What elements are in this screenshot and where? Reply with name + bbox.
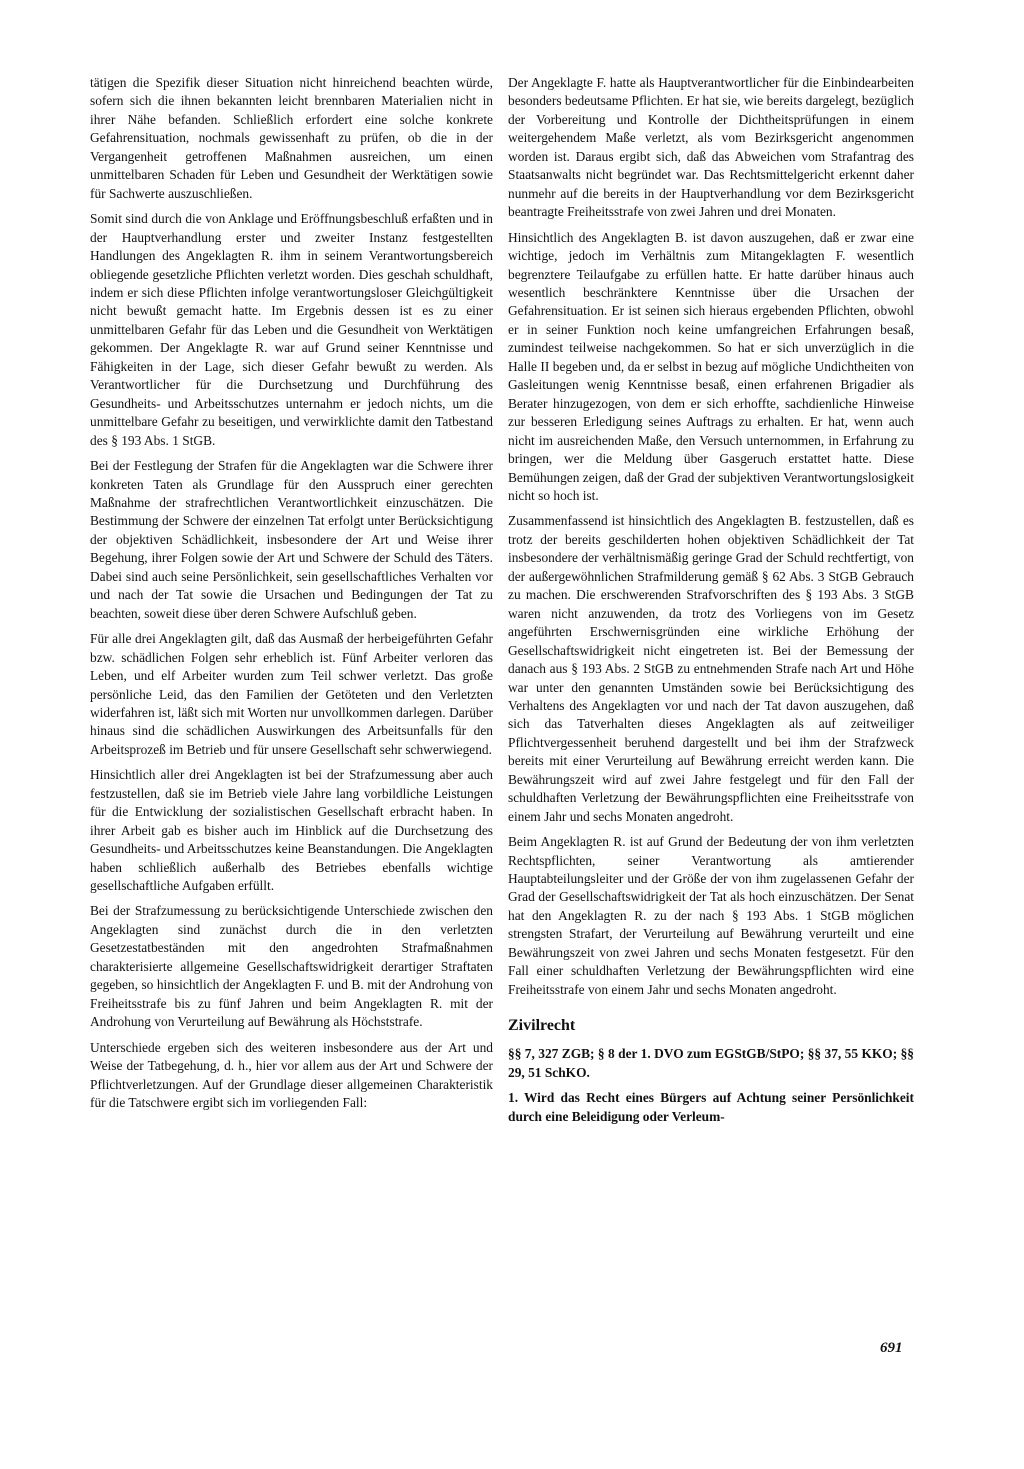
paragraph: Für alle drei Angeklagten gilt, daß das Ausmaß der herbeigeführten Gefahr bzw. schädlichen Folgen sehr erheblich ist. Fünf Arbeiter verloren das Leben, und elf Arbeiter wurden zum Teil schwer verletzt. Das große persönliche Leid, das den Familien der Getöteten und den Verletzten widerfahren ist, läßt sich mit Worten nur unvollkommen darlegen. Darüber hinaus sind die schädlichen Auswirkungen des Arbeitsunfalls für den Arbeitsprozeß im Betrieb und für unsere Gesellschaft sehr schwerwiegend. (90, 631, 493, 757)
paragraph: Hinsichtlich aller drei Angeklagten ist bei der Strafzumessung aber auch festzustellen, daß sie im Betrieb viele Jahre lang vorbildliche Leistungen für die Entwicklung der sozialistischen Gesellschaft erbracht haben. In ihrer Arbeit gab es bisher auch im Hinblick auf die Durchsetzung des Gesundheits- und Arbeitsschutzes keine Beanstandungen. Die Angeklagten haben schließlich außerhalb des Betriebes ebenfalls wichtige gesellschaftliche Aufgaben erfüllt. (90, 767, 493, 894)
paragraph: Der Angeklagte F. hatte als Hauptverantwortlicher für die Einbindearbeiten besonders bedeutsame Pflichten. Er hat sie, wie bereits dargelegt, bezüglich der Vorbereitung und Kontrolle der Dichtheitsprüfungen in einem weitergehendem Maße verletzt, als vom Bezirksgericht angenommen worden ist. Daraus ergibt sich, daß das Abweichen vom Strafantrag des Staatsanwalts nicht begründet war. Das Rechtsmittelgericht erkennt daher nunmehr auf die bereits in der Hauptverhandlung vor dem Bezirksgericht beantragte Freiheitsstrafe von zwei Jahren und drei Monaten. (508, 75, 914, 220)
paragraph: Bei der Strafzumessung zu berücksichtigende Unterschiede zwischen den Angeklagten sind zunächst durch die in den verletzten Gesetzestatbeständen mit den angedrohten Strafmaßnahmen charakterisierte allgemeine Gesellschaftswidrigkeit derartiger Straftaten gegeben, so hinsichtlich der Angeklagten F. und B. mit der Androhung von Freiheitsstrafe bis zu fünf Jahren und beim Angeklagten R. mit der Androhung von Verurteilung auf Bewährung als Höchststrafe. (90, 903, 493, 1030)
legal-citation: §§ 7, 327 ZGB; § 8 der 1. DVO zum EGStGB/StPO; §§ 37, 55 KKO; §§ 29, 51 SchKO. (508, 1046, 914, 1080)
section-heading: Zivilrecht (508, 1017, 576, 1035)
paragraph: tätigen die Spezifik dieser Situation nicht hinreichend beachten würde, sofern sich die ihnen bekannten leicht brennbaren Materialien nicht in ihrer Nähe befanden. Schließlich erfordert eine solche konkrete Gefahrensituation, nochmals gewissenhaft zu prüfen, ob die in der Vergangenheit getroffenen Maßnahmen ausreichen, um einen unmittelbaren Schaden für Leben und Gesundheit der Werktätigen sowie für Sachwerte auszuschließen. (90, 75, 493, 201)
left-column (90, 74, 493, 1119)
lead-sentence: 1. Wird das Recht eines Bürgers auf Achtung seiner Persönlichkeit durch eine Beleidigung oder Verleum- (508, 1090, 914, 1124)
paragraph: Somit sind durch die von Anklage und Eröffnungsbeschluß erfaßten und in der Hauptverhandlung erster und zweiter Instanz festgestellten Handlungen des Angeklagten R. ihm in seinem Verantwortungsbereich obliegende gesetzliche Pflichten verletzt worden. Dies geschah schuldhaft, indem er sich diese Pflichten infolge verantwortungsloser Gleichgültigkeit nicht bewußt gemacht hatte. Im Ergebnis dessen ist es zu einer unmittelbaren Gefahr für das Leben und die Gesundheit von Werktätigen gekommen. Der Angeklagte R. war auf Grund seiner Kenntnisse und Fähigkeiten in der Lage, sich dieser Gefahr bewußt zu werden. Als Verantwortlicher für die Durchsetzung und Durchführung des Gesundheits- und Arbeitsschutzes unternahm er jedoch nichts, um die unmittelbare Gefahr zu beseitigen, und verwirklichte damit den Tatbestand des § 193 Abs. 1 StGB. (90, 211, 493, 448)
right-column (508, 74, 914, 1133)
paragraph: Bei der Festlegung der Strafen für die Angeklagten war die Schwere ihrer konkreten Taten als Grundlage für den Ausspruch einer gerechten Maßnahme der strafrechtlichen Verantwortlichkeit einzuschätzen. Die Bestimmung der Schwere der einzelnen Tat erfolgt unter Berücksichtigung der objektiven Schädlichkeit, insbesondere der Art und Weise ihrer Begehung, ihrer Folgen sowie der Art und Schwere der Schuld des Täters. Dabei sind auch seine Persönlichkeit, sein gesellschaftliches Verhalten vor und nach der Tat sowie die Ursachen und Bedingungen der Tat zu beachten, soweit diese über deren Schwere Aufschluß geben. (90, 458, 493, 621)
page-number: 691 (880, 1340, 903, 1356)
paragraph: Beim Angeklagten R. ist auf Grund der Bedeutung der von ihm verletzten Rechtspflichten, seiner Verantwortung als amtierender Hauptabteilungsleiter und der Größe der von ihm zugelassenen Gefahr der Grad der Gesellschaftswidrigkeit der Tat als hoch einzuschätzen. Der Senat hat den Angeklagten R. zu der nach § 193 Abs. 1 StGB möglichen strengsten Strafart, der Verurteilung auf Bewährung verurteilt und eine Bewährungszeit von zwei Jahren und sechs Monaten festgesetzt. Für den Fall einer schuldhaften Verletzung der Bewährungspflichten wird eine Freiheitsstrafe von einem Jahr und sechs Monaten angedroht. (508, 834, 914, 997)
paragraph: Unterschiede ergeben sich des weiteren insbesondere aus der Art und Weise der Tatbegehung, d. h., hier vor allem aus der Art und Schwere der Pflichtverletzungen. Auf der Grundlage dieser allgemeinen Charakteristik für die Tatschwere ergibt sich im vorliegenden Fall: (90, 1039, 493, 1111)
paragraph: Zusammenfassend ist hinsichtlich des Angeklagten B. festzustellen, daß es trotz der bereits geschilderten hohen objektiven Schädlichkeit der Tat insbesondere der verhältnismäßig geringe Grad der Schuld rechtfertigt, von der außergewöhnlichen Strafmilderung gemäß § 62 Abs. 3 StGB Gebrauch zu machen. Die erschwerenden Strafvorschriften des § 193 Abs. 3 StGB waren nicht anzuwenden, da trotz des Vorliegens von im Gesetz angeführten Erschwernisgründen eine wirkliche Erhöhung der Gesellschaftswidrigkeit nicht eingetreten ist. Bei der Bemessung der danach aus § 193 Abs. 2 StGB zu entnehmenden Strafe nach Art und Höhe war unter den genannten Umständen sowie bei Berücksichtigung des Verhaltens des Angeklagten vor und nach der Tat davon auszugehen, daß sich das Tatverhalten dieses Angeklagten als auf zeitweiliger Pflichtvergessenheit beruhend dargestellt und bei ihm der Strafzweck bereits mit einer Verurteilung auf Bewährung erreicht werden kann. Die Bewährungszeit wird auf zwei Jahre festgelegt und für den Fall der schuldhaften Verletzung der Bewährungspflichten eine Freiheitsstrafe von einem Jahr und sechs Monaten angedroht. (508, 513, 914, 824)
paragraph: Hinsichtlich des Angeklagten B. ist davon auszugehen, daß er zwar eine wichtige, jedoch im Verhältnis zum Mitangeklagten F. wesentlich begrenztere Teilaufgabe zu erfüllen hatte. Er hatte darüber hinaus auch wesentlich beschränktere Kenntnisse über die Ursachen der Gefahrensituation. Er ist seinen sich hieraus ergebenden Pflichten, obwohl er in seiner Funktion noch keine umfangreichen Erfahrungen besaß, zumindest teilweise nachgekommen. So hat er sich unverzüglich in die Halle II begeben und, da er selbst in bezug auf mögliche Undichtheiten von Gasleitungen wenig Kenntnisse besaß, einen erfahrenen Brigadier als Berater hinzugezogen, von dem er sich erhoffte, sachdienliche Hinweise zur besseren Erledigung seines Auftrags zu erhalten. Er hat, wenn auch nicht im ausreichenden Maße, den Versuch unternommen, in Erfahrung zu bringen, wer die Meldung über Gasgeruch erstattet hatte. Diese Bemühungen zeigen, daß der Grad der subjektiven Verantwortungslosigkeit nicht so hoch ist. (508, 229, 914, 503)
